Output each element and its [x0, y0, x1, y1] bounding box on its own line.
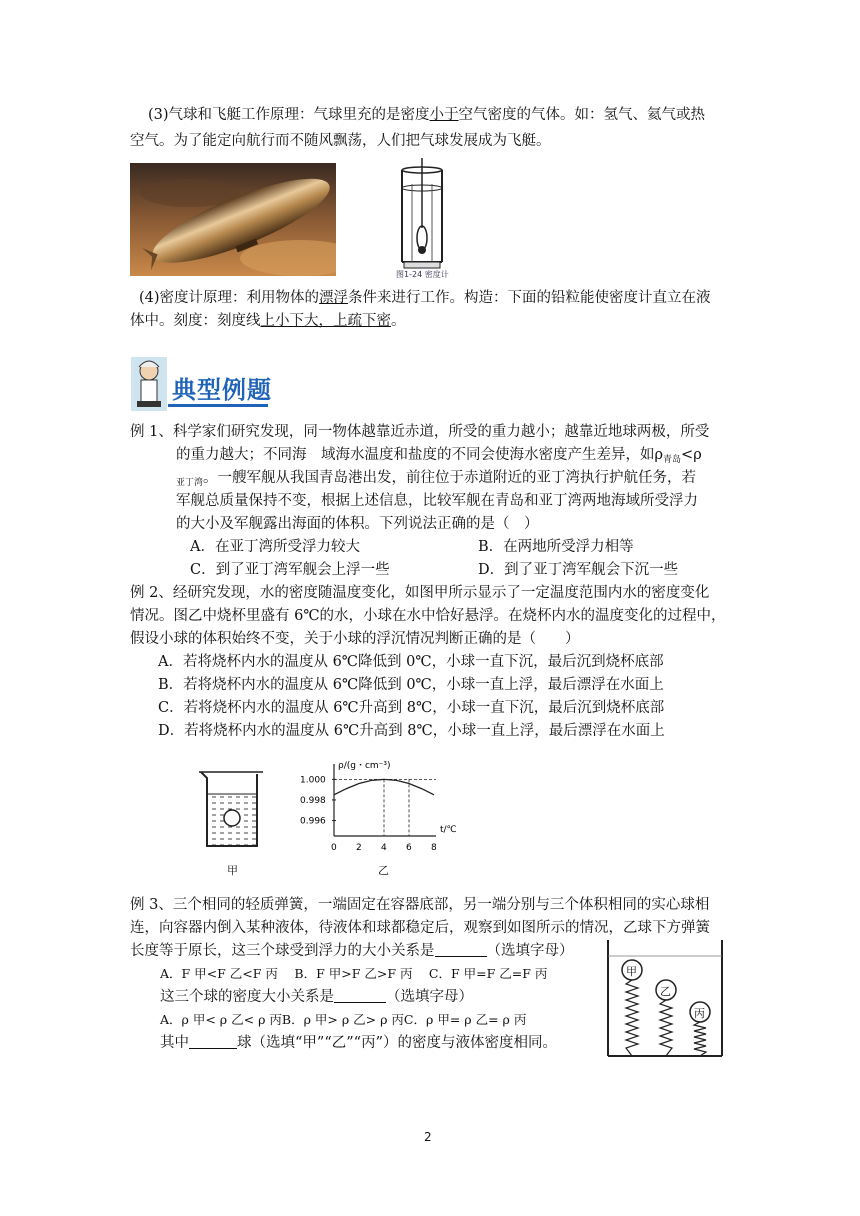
ball-label-yi: 乙	[660, 985, 671, 998]
ex2-option-a: A．若将烧杯内水的温度从 6℃降低到 0℃，小球一直下沉，最后沉到烧杯底部	[158, 654, 664, 670]
ex2-line1: 例 2、经研究发现，水的密度随温度变化，如图甲所示显示了一定温度范围内水的密度变化	[130, 585, 710, 601]
y-tick-label: 1.000	[300, 775, 326, 786]
ex3-options-density: A．ρ 甲< ρ 乙< ρ 丙B．ρ 甲> ρ 乙> ρ 丙C．ρ 甲= ρ 乙= ρ 丙	[160, 1012, 527, 1027]
ex1-line5: 的大小及军舰露出海面的体积。下列说法正确的是（ ）	[176, 516, 539, 532]
ex2-option-c: C．若将烧杯内水的温度从 6℃升高到 8℃，小球一直下沉，最后沉到烧杯底部	[158, 700, 665, 716]
spring-container-figure	[604, 940, 726, 1060]
ex3-line2: 连，向容器内倒入某种液体，待液体和球都稳定后，观察到如图所示的情况，乙球下方弹簧	[130, 920, 710, 936]
x-tick-label: 8	[431, 843, 437, 853]
x-tick-label: 2	[356, 843, 362, 853]
y-tick-label: 0.998	[300, 795, 326, 806]
x-tick-label: 0	[331, 843, 337, 853]
section3-line2: 空气。为了能定向航行而不随风飘荡，人们把气球发展成为飞艇。	[130, 133, 551, 149]
ex1-line2: 的重力越大；不同海 域海水温度和盐度的不同会使海水密度产生差异，如$\rho_{青岛}<\rho$	[176, 447, 702, 465]
ex1-line3: $_{亚丁湾}$。一艘军舰从我国青岛港出发，前往位于赤道附近的亚丁湾执行护航任务，若	[176, 470, 697, 488]
ex3-line7: 其中 球（选填“甲”“乙”“丙”）的密度与液体密度相同。	[160, 1035, 557, 1051]
ex1-option-c: C．到了亚丁湾军舰会上浮一些	[190, 562, 390, 578]
underlined-term: 小于	[429, 107, 459, 123]
section-heading: 典型例题	[172, 376, 272, 404]
y-tick-label: 0.996	[300, 816, 326, 827]
beaker-figure	[195, 770, 267, 850]
section4-line1: (4)密度计原理：利用物体的漂浮条件来进行工作。构造：下面的铅粒能使密度计直立在液	[139, 290, 711, 306]
ex3-line3: 长度等于原长，这三个球受到浮力的大小关系是 （选填字母）	[130, 943, 574, 959]
ex1-line1: 例 1、科学家们研究发现，同一物体越靠近赤道，所受的重力越小；越靠近地球两极，所受	[130, 424, 710, 440]
ex2-option-b: B．若将烧杯内水的温度从 6℃降低到 0℃，小球一直上浮，最后漂浮在水面上	[158, 677, 664, 693]
ex3-options-force: A．F 甲<F 乙<F 丙 B．F 甲>F 乙>F 丙 C．F 甲=F 乙=F 丙	[160, 966, 548, 981]
hydrometer-caption: 图1-24 密度计	[396, 270, 449, 279]
answer-blank-2[interactable]	[334, 988, 386, 1003]
hydrometer-figure	[390, 158, 454, 280]
answer-blank-1[interactable]	[435, 942, 487, 957]
density-chart	[298, 758, 468, 858]
ball-label-bing: 丙	[694, 1007, 705, 1020]
ball-label-jia: 甲	[626, 965, 637, 978]
ex3-line5: 这三个球的密度大小关系是 （选填字母）	[160, 989, 473, 1005]
answer-blank-3[interactable]	[189, 1034, 237, 1049]
scientist-icon	[131, 357, 167, 411]
heading-rule	[168, 404, 268, 407]
label-jia: 甲	[227, 864, 238, 877]
ex1-option-d: D．到了亚丁湾军舰会下沉一些	[478, 562, 679, 578]
x-tick-label: 4	[381, 843, 387, 853]
page-number: 2	[424, 1130, 432, 1144]
ex1-line4: 军舰总质量保持不变，根据上述信息，比较军舰在青岛和亚丁湾两地海域所受浮力	[176, 493, 698, 509]
y-axis-label: ρ/(g・cm⁻³)	[338, 761, 391, 771]
ex2-line3: 假设小球的体积始终不变，关于小球的浮沉情况判断正确的是（ ）	[130, 631, 580, 647]
ex3-line1: 例 3、三个相同的轻质弹簧，一端固定在容器底部，另一端分别与三个体积相同的实心球相	[130, 897, 710, 913]
section4-line2: 体中。刻度：刻度线上小下大，上疏下密。	[130, 313, 406, 329]
ex1-option-b: B．在两地所受浮力相等	[478, 539, 634, 555]
airship-photo	[130, 163, 336, 276]
x-tick-label: 6	[406, 843, 412, 853]
ex2-option-d: D．若将烧杯内水的温度从 6℃升高到 8℃，小球一直上浮，最后漂浮在水面上	[158, 723, 665, 739]
label-yi: 乙	[378, 864, 389, 877]
x-axis-label: t/℃	[440, 825, 457, 835]
ex2-line2: 情况。图乙中烧杯里盛有 6℃的水，小球在水中恰好悬浮。在烧杯内水的温度变化的过程中，	[130, 608, 726, 624]
ex1-option-a: A．在亚丁湾所受浮力较大	[190, 539, 360, 555]
section3-line1: (3)气球和飞艇工作原理：气球里充的是密度小于空气密度的气体。如：氢气、氦气或热	[148, 107, 706, 123]
